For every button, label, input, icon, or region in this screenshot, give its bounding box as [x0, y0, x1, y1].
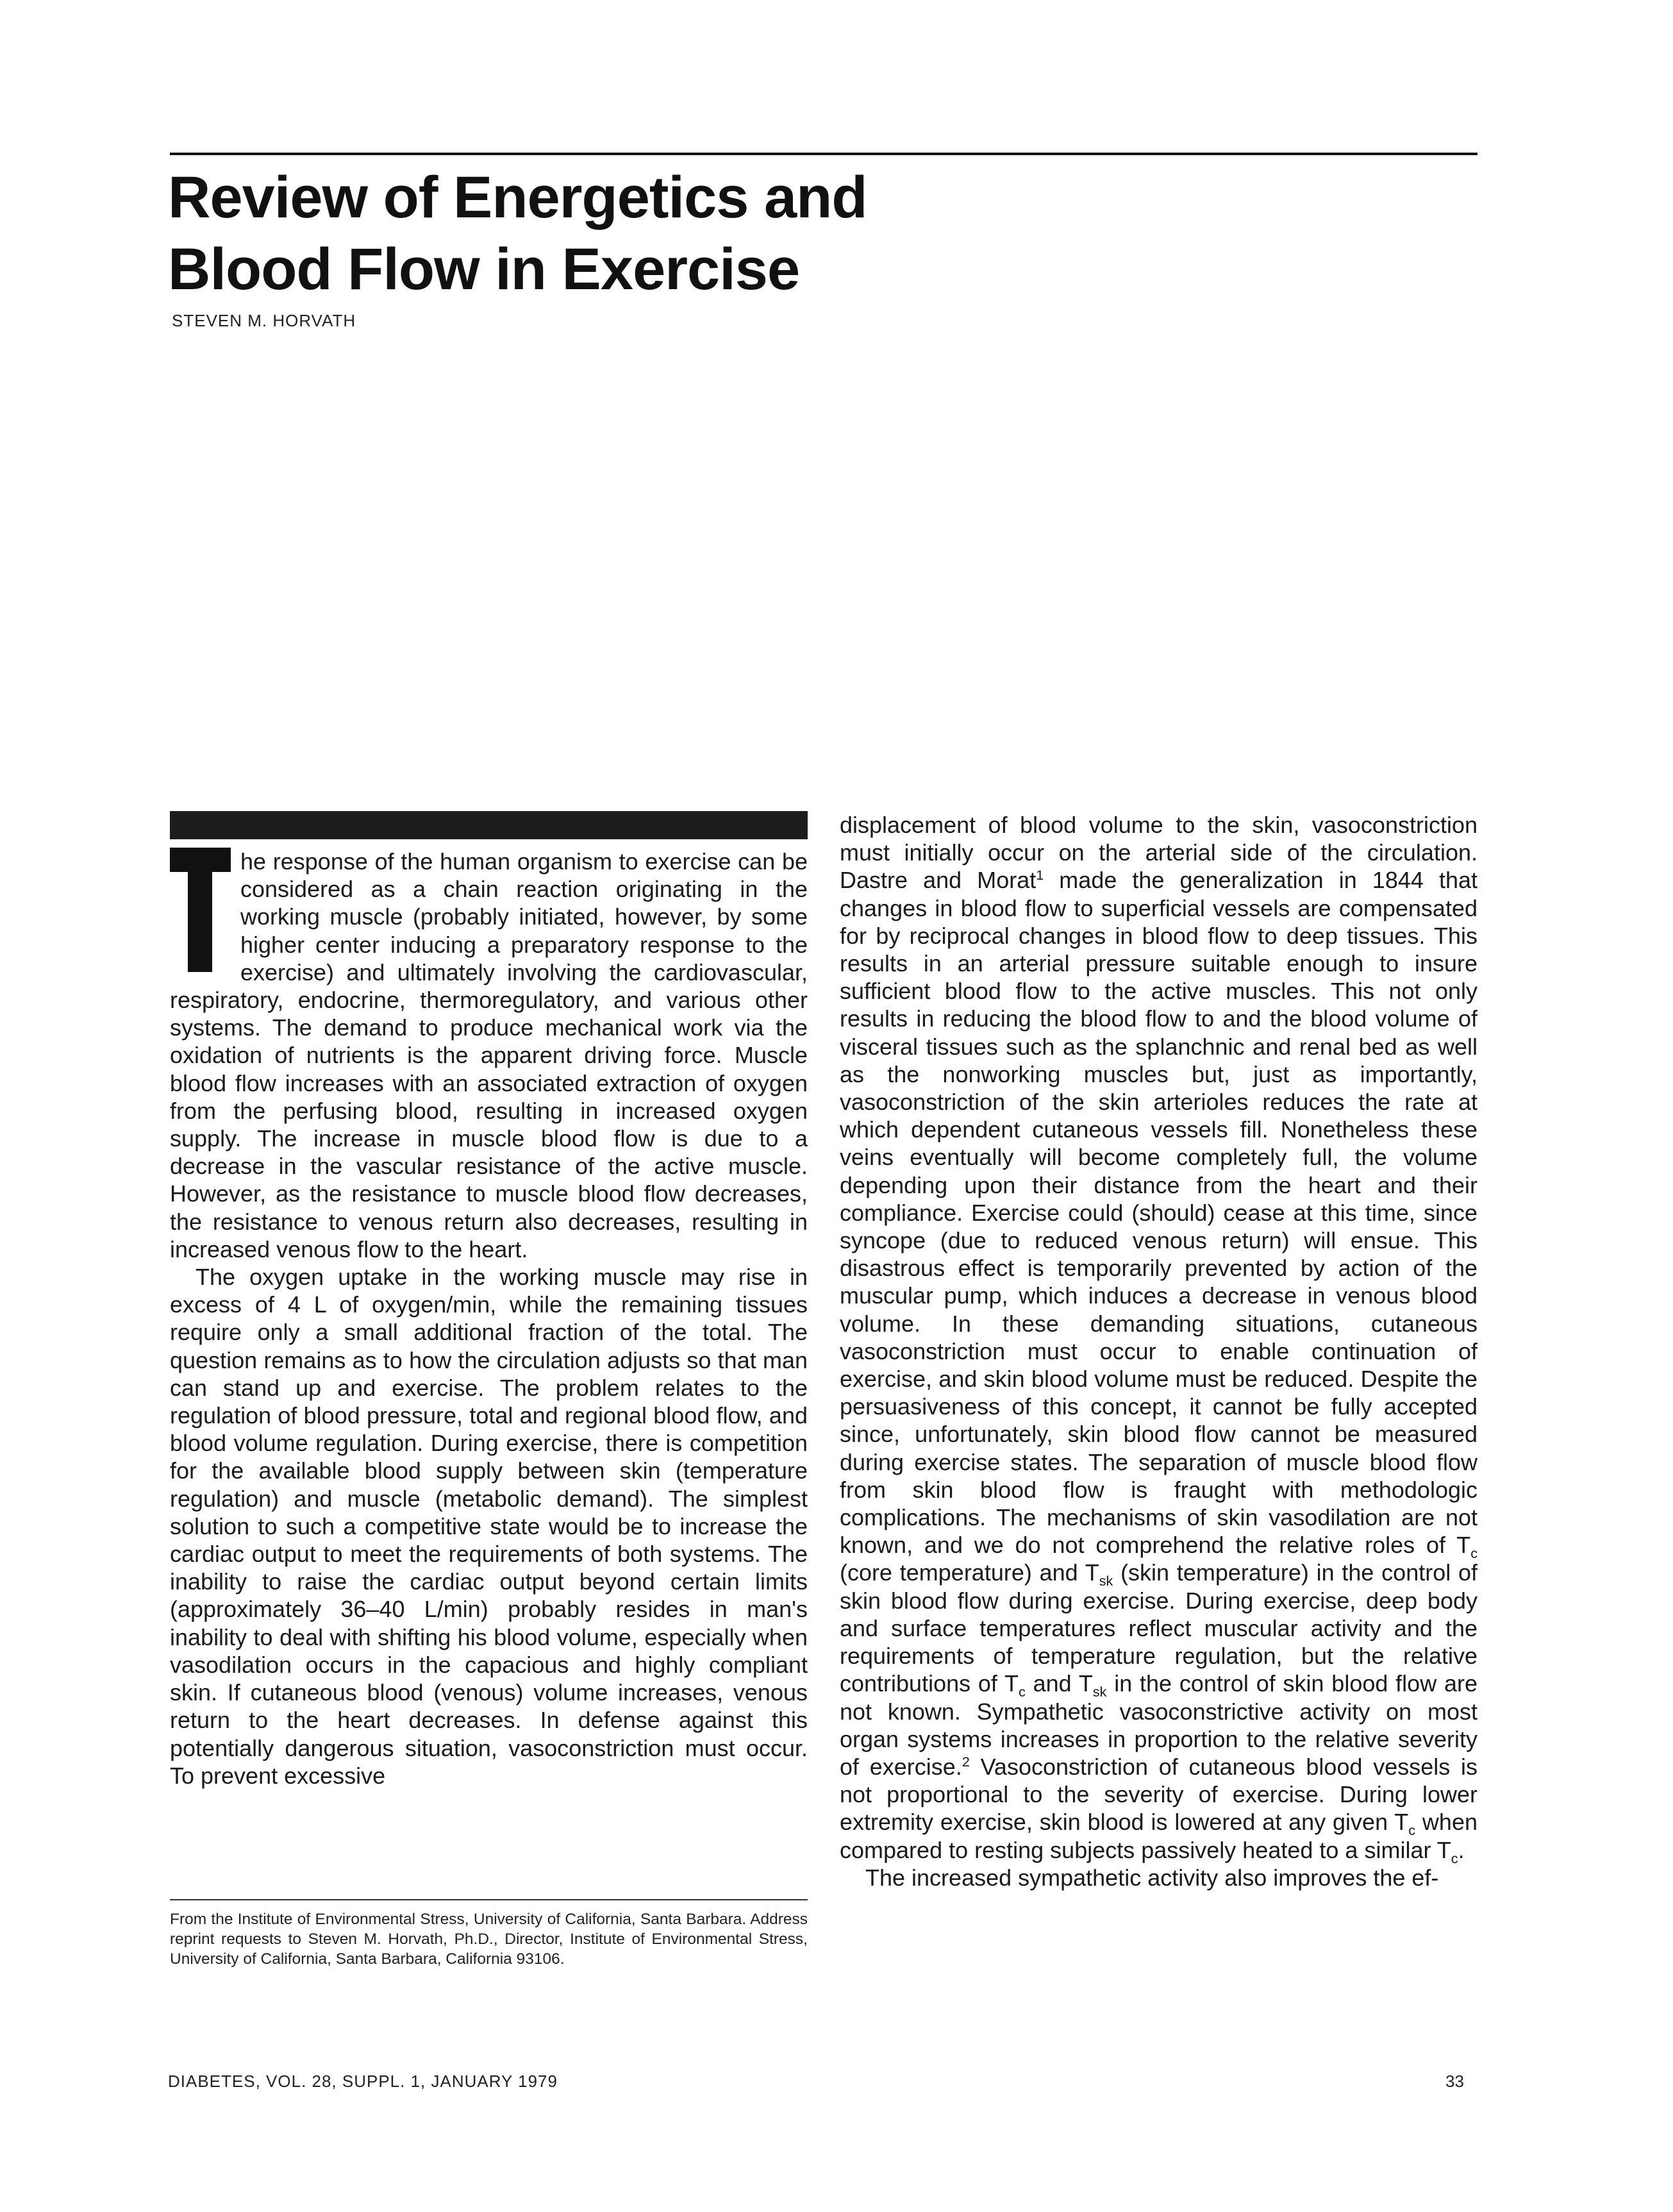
section-bar [170, 811, 808, 839]
footnote-rule [170, 1899, 808, 1900]
dropcap-t [170, 848, 231, 972]
title-line-1: Review of Energetics and [168, 165, 867, 230]
journal-citation: DIABETES, VOL. 28, SUPPL. 1, JANUARY 1979 [168, 2072, 558, 2091]
paragraph-3: displacement of blood volume to the skin, vasoconstriction must initially occur on the arterial side of the circulation. Dastre and Morat$^1$ made the generalization in 1844 that changes in blood flow to superficial vessels are compensated for by reciprocal changes in blood flow to deep tissues. This results in an arterial pressure suitable enough to insure sufficient blood flow to the active muscles. This not only results in reducing the blood flow to and the blood volume of visceral tissues such as the splanchnic and renal bed as well as the nonworking muscles but, just as importantly, vasoconstriction of the skin arterioles reduces the rate at which dependent cutaneous vessels fill. Nonetheless these veins eventually will become completely full, the volume depending upon their distance from the heart and their compliance. Exercise could (should) cease at this time, since syncope (due to reduced venous return) will ensue. This disastrous effect is temporarily prevented by action of the muscular pump, which induces a decrease in venous blood volume. In these demanding situations, cutaneous vasoconstriction must occur to enable continuation of exercise, and skin blood volume must be reduced. Despite the persuasiveness of this concept, it cannot be fully accepted since, unfortunately, skin blood flow cannot be measured during exercise states. The separation of muscle blood flow from skin blood flow is fraught with methodologic complications. The mechanisms of skin vasodilation are not known, and we do not comprehend the relative roles of $T_c$ (core temperature) and $T_{sk}$ (skin temperature) in the control of skin blood flow during exercise. During exercise, deep body and surface temperatures reflect muscular activity and the requirements of temperature regulation, but the relative contributions of $T_c$ and $T_{sk}$ in the control of skin blood flow are not known. Sympathetic vasoconstrictive activity on most organ systems increases in proportion to the relative severity of exercise.$^2$ Vasoconstriction of cutaneous blood vessels is not proportional to the severity of exercise. During lower extremity exercise, skin blood is lowered at any given $T_c$ when compared to resting subjects passively heated to a similar $T_c$. [840, 812, 1478, 1866]
reference-1: 1 [1036, 867, 1044, 884]
title-line-2: Blood Flow in Exercise [168, 237, 800, 302]
paragraph-1 [170, 848, 808, 1263]
right-column [840, 811, 1477, 1891]
left-column [170, 848, 808, 1789]
affiliation-footnote: From the Institute of Environmental Stress, University of California, Santa Barbara. Address reprint requests to Steven M. Horvath, Ph.D., Director, Institute of Environmental Stress, University of California, Santa Barbara, California 93106. [170, 1911, 808, 1968]
page-number: 33 [1445, 2072, 1464, 2091]
paragraph-4: The increased sympathetic activity also improves the ef- [865, 1864, 1439, 1891]
paragraph-2: The oxygen uptake in the working muscle may rise in excess of 4 L of oxygen/min, while the remaining tissues require only a small additional fraction of the total. The question remains as to how the circulation adjusts so that man can stand up and exercise. The problem relates to the regulation of blood pressure, total and regional blood flow, and blood volume regulation. During exercise, there is competition for the available blood supply between skin (temperature regulation) and muscle (metabolic demand). The simplest solution to such a competitive state would be to increase the cardiac output to meet the requirements of both systems. The inability to raise the cardiac output beyond certain limits (approximately 36–40 L/min) probably resides in man's inability to deal with shifting his blood volume, especially when vasodilation occurs in the capacious and highly compliant skin. If cutaneous blood (venous) volume increases, venous return to the heart decreases. In defense against this potentially dangerous situation, vasoconstriction must occur. To prevent excessive [170, 1264, 808, 1789]
top-rule [170, 153, 1477, 155]
author-byline: STEVEN M. HORVATH [172, 311, 356, 330]
paragraph-1-text: he response of the human organism to exercise can be considered as a chain reaction originating in the working muscle (probably initiated, however, by some higher center inducing a preparatory response to the exercise) and ultimately involving the cardiovascular, respiratory, endocrine, thermoregulatory, and various other systems. The demand to produce mechanical work via the oxidation of nutrients is the apparent driving force. Muscle blood flow increases with an associated extraction of oxygen from the perfusing blood, resulting in increased oxygen supply. The increase in muscle blood flow is due to a decrease in the vascular resistance of the active muscle. However, as the resistance to muscle blood flow decreases, the resistance to venous return also decreases, resulting in increased venous flow to the heart. [170, 848, 808, 1262]
reference-2: 2 [961, 1753, 970, 1770]
article-title [168, 162, 1129, 305]
